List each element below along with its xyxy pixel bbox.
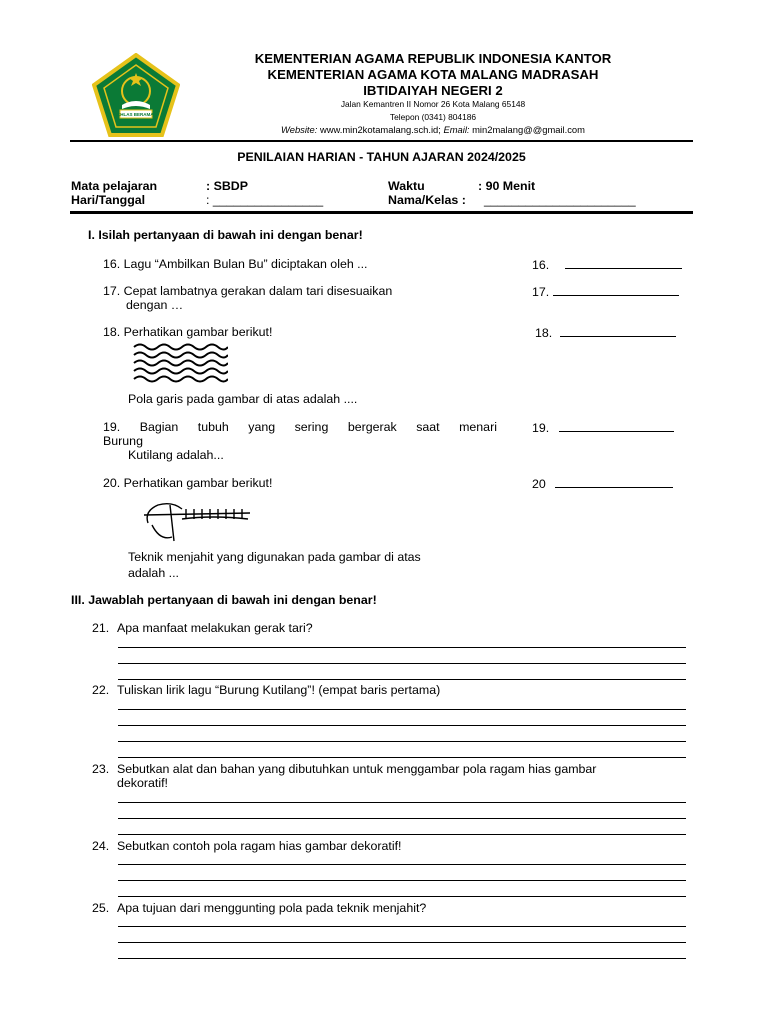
header-address: Jalan Kemantren II Nomor 26 Kota Malang 65148 xyxy=(340,99,526,109)
answer-18-number: 18. xyxy=(535,326,553,340)
q19-word: yang xyxy=(248,420,276,434)
answer-line[interactable] xyxy=(118,679,686,680)
question-23-line-1: Sebutkan alat dan bahan yang dibutuhkan untuk menggambar pola ragam hias gambar xyxy=(117,762,597,776)
subject-value: : SBDP xyxy=(206,179,248,193)
answer-line[interactable] xyxy=(118,647,686,648)
answer-16-blank[interactable] xyxy=(565,257,682,269)
question-23-number: 23. xyxy=(92,762,110,776)
section-3-title: III. Jawablah pertanyaan di bawah ini dengan benar! xyxy=(71,593,377,607)
question-21: Apa manfaat melakukan gerak tari? xyxy=(117,621,313,635)
answer-line[interactable] xyxy=(118,709,686,710)
question-22: Tuliskan lirik lagu “Burung Kutilang”! (empat baris pertama) xyxy=(117,683,441,697)
answer-18[interactable] xyxy=(535,325,676,340)
answer-line[interactable] xyxy=(118,834,686,835)
day-field[interactable]: : ________________ xyxy=(206,193,324,207)
logo-ribbon-text: IKHLAS BERAMAL xyxy=(115,112,157,117)
header-line-1: KEMENTERIAN AGAMA REPUBLIK INDONESIA KANTOR xyxy=(254,51,612,66)
ministry-logo xyxy=(92,53,180,137)
answer-16-number: 16. xyxy=(532,258,550,272)
email-link[interactable]: min2malang@@gmail.com xyxy=(472,124,585,135)
answer-line[interactable] xyxy=(118,725,686,726)
subject-label: Mata pelajaran xyxy=(71,179,158,193)
question-19-line-2: Burung xyxy=(103,434,143,448)
header-divider xyxy=(70,140,693,142)
answer-19[interactable] xyxy=(532,420,674,435)
answer-line[interactable] xyxy=(118,926,686,927)
question-17-line-1: 17. Cepat lambatnya gerakan dalam tari disesuaikan xyxy=(103,284,393,298)
question-20-line-3: adalah ... xyxy=(128,566,179,580)
answer-20-number: 20 xyxy=(532,477,546,491)
question-19-line-3: Kutilang adalah... xyxy=(128,448,224,462)
question-20-line-2: Teknik menjahit yang digunakan pada gambar di atas xyxy=(128,550,421,564)
q19-word: tubuh xyxy=(197,420,229,434)
question-24: Sebutkan contoh pola ragam hias gambar dekoratif! xyxy=(117,839,402,853)
answer-16[interactable] xyxy=(532,257,682,272)
wavy-lines-image xyxy=(132,341,228,389)
question-18: 18. Perhatikan gambar berikut! xyxy=(103,325,273,339)
question-25: Apa tujuan dari menggunting pola pada teknik menjahit? xyxy=(117,901,427,915)
question-20: 20. Perhatikan gambar berikut! xyxy=(103,476,273,490)
q19-word: sering xyxy=(294,420,329,434)
header-phone: Telepon (0341) 804186 xyxy=(389,112,477,122)
header-contact xyxy=(200,124,666,135)
header-line-3: IBTIDAIYAH NEGERI 2 xyxy=(363,83,503,98)
answer-line[interactable] xyxy=(118,802,686,803)
website-link[interactable]: www.min2kotamalang.sch.id; xyxy=(319,124,441,135)
answer-20[interactable] xyxy=(532,476,673,491)
question-19-line-1 xyxy=(103,420,497,434)
question-17-line-2: dengan … xyxy=(126,298,184,312)
question-16: 16. Lagu “Ambilkan Bulan Bu” diciptakan oleh ... xyxy=(103,257,368,271)
answer-17-blank[interactable] xyxy=(553,284,679,296)
header-line-2: KEMENTERIAN AGAMA KOTA MALANG MADRASAH xyxy=(267,67,599,82)
stitch-image xyxy=(142,497,254,545)
answer-line[interactable] xyxy=(118,958,686,959)
q19-word: 19. xyxy=(103,420,121,434)
time-label: Waktu xyxy=(388,179,425,193)
answer-line[interactable] xyxy=(118,896,686,897)
question-23-line-2: dekoratif! xyxy=(117,776,168,790)
answer-19-number: 19. xyxy=(532,421,550,435)
q19-word: saat xyxy=(416,420,440,434)
answer-17-number: 17. xyxy=(532,285,550,299)
q19-word: Bagian xyxy=(139,420,179,434)
section-1-title: I. Isilah pertanyaan di bawah ini dengan benar! xyxy=(88,228,363,242)
answer-line[interactable] xyxy=(118,663,686,664)
email-label: Email: xyxy=(443,124,470,135)
exam-title: PENILAIAN HARIAN - TAHUN AJARAN 2024/2025 xyxy=(237,150,526,164)
day-label: Hari/Tanggal xyxy=(71,193,146,207)
answer-17[interactable] xyxy=(532,284,679,299)
q19-word: menari xyxy=(459,420,497,434)
website-label: Website: xyxy=(281,124,318,135)
time-value: : 90 Menit xyxy=(478,179,536,193)
answer-line[interactable] xyxy=(118,818,686,819)
answer-line[interactable] xyxy=(118,880,686,881)
answer-20-blank[interactable] xyxy=(555,476,673,488)
info-divider xyxy=(70,211,693,214)
q19-word: bergerak xyxy=(347,420,397,434)
question-18-prompt: Pola garis pada gambar di atas adalah .... xyxy=(128,392,358,406)
question-21-number: 21. xyxy=(92,621,110,635)
question-22-number: 22. xyxy=(92,683,110,697)
answer-line[interactable] xyxy=(118,741,686,742)
answer-line[interactable] xyxy=(118,942,686,943)
answer-18-blank[interactable] xyxy=(560,325,676,337)
name-field[interactable]: ______________________ xyxy=(484,193,636,207)
answer-line[interactable] xyxy=(118,864,686,865)
question-25-number: 25. xyxy=(92,901,110,915)
name-label: Nama/Kelas : xyxy=(388,193,466,207)
question-24-number: 24. xyxy=(92,839,110,853)
answer-19-blank[interactable] xyxy=(559,420,674,432)
answer-line[interactable] xyxy=(118,757,686,758)
